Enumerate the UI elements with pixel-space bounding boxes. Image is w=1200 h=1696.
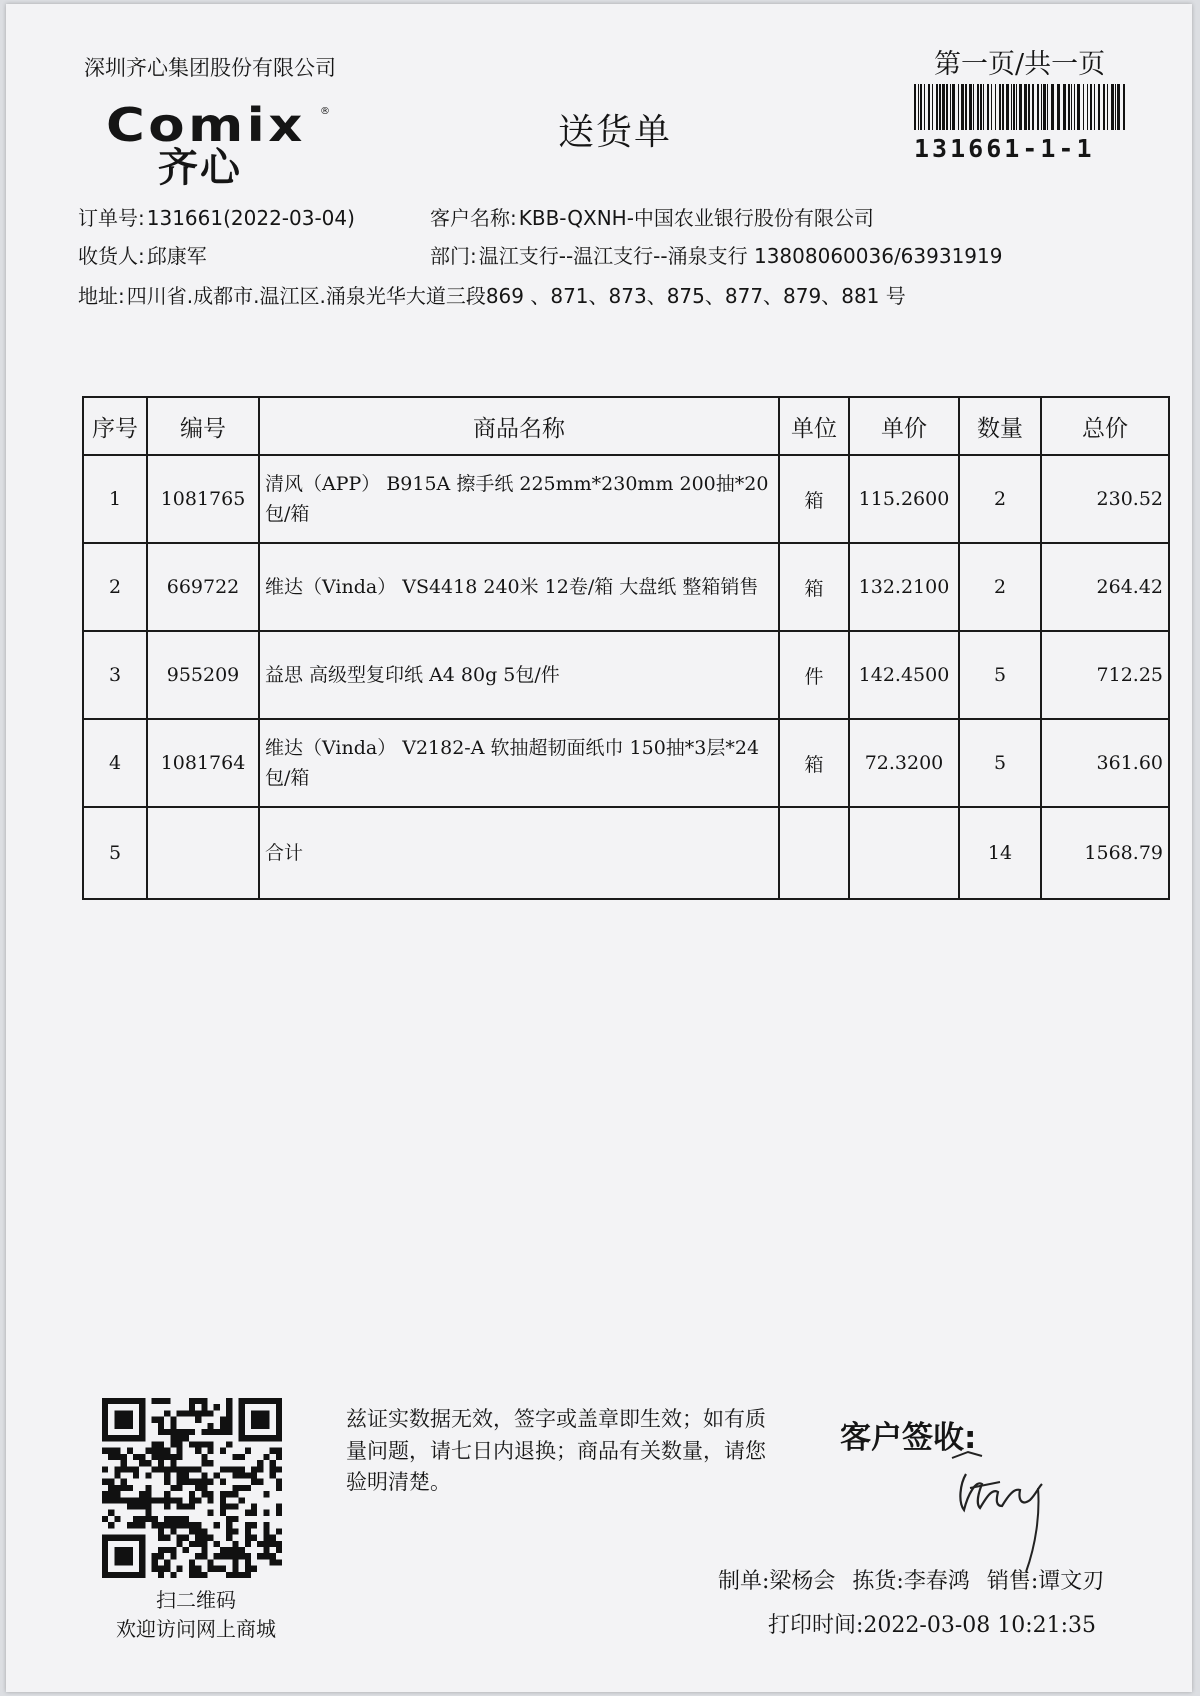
- table-row: [83, 455, 1169, 543]
- cell-total-quantity: 14: [959, 807, 1041, 899]
- customer-field: [430, 202, 874, 231]
- logo-text-cn: 齐心: [158, 145, 242, 191]
- address-label: 地址:: [78, 284, 125, 308]
- table-row: [83, 631, 1169, 719]
- order-number-label: 订单号:: [78, 206, 145, 230]
- table-row: [83, 543, 1169, 631]
- cell-seq: 1: [83, 455, 147, 543]
- cell-unit: [779, 807, 849, 899]
- cell-code: 1081764: [147, 719, 259, 807]
- sales-field: 销售:谭文刃: [986, 1569, 1105, 1594]
- receiver-value: 邱康军: [146, 244, 207, 268]
- address-field: [78, 280, 906, 309]
- staff-line: [718, 1564, 1114, 1595]
- notice-text: 兹证实数据无效，签字或盖章即生效；如有质量问题，请七日内退换；商品有关数量，请您验明清楚。: [346, 1407, 766, 1494]
- qr-caption: [76, 1586, 316, 1644]
- page-indicator: 第一页/共一页: [934, 49, 1106, 80]
- maker-field: 制单:梁杨会: [718, 1569, 836, 1594]
- delivery-note-paper: [6, 4, 1192, 1692]
- comix-logo: [106, 98, 330, 192]
- cell-grand-total: 1568.79: [1041, 807, 1169, 899]
- header-seq: 序号: [83, 397, 147, 455]
- cell-product-name: 清风（APP） B915A 擦手纸 225mm*230mm 200抽*20包/箱: [259, 455, 779, 543]
- receiver-label: 收货人:: [78, 244, 145, 268]
- qr-caption-line1: 扫二维码: [156, 1588, 236, 1612]
- cell-unit-price: 132.2100: [849, 543, 959, 631]
- cell-total: 230.52: [1041, 455, 1169, 543]
- address-value: 四川省.成都市.温江区.涌泉光华大道三段869 、871、873、875、877、879、881 号: [126, 284, 906, 308]
- order-number-value: 131661(2022-03-04): [146, 206, 355, 230]
- cell-unit: 箱: [779, 543, 849, 631]
- barcode-number: 131661-1-1: [914, 134, 1095, 163]
- department-field: [430, 240, 1002, 269]
- header-unit-price: 单价: [849, 397, 959, 455]
- cell-code: 669722: [147, 543, 259, 631]
- header-unit: 单位: [779, 397, 849, 455]
- cell-quantity: 2: [959, 455, 1041, 543]
- cell-total: 361.60: [1041, 719, 1169, 807]
- cell-product-name: 益思 高级型复印纸 A4 80g 5包/件: [259, 631, 779, 719]
- qr-code-icon[interactable]: [102, 1398, 282, 1578]
- cell-unit: 件: [779, 631, 849, 719]
- cell-quantity: 2: [959, 543, 1041, 631]
- print-time: 打印时间:2022-03-08 10:21:35: [768, 1613, 1097, 1638]
- cell-total: 712.25: [1041, 631, 1169, 719]
- cell-unit-price: 142.4500: [849, 631, 959, 719]
- company-name: 深圳齐心集团股份有限公司: [84, 56, 336, 80]
- cell-unit: 箱: [779, 719, 849, 807]
- barcode-icon: [914, 84, 1129, 130]
- logo-registered-mark: ®: [320, 106, 330, 117]
- cell-summary-label: 合计: [259, 807, 779, 899]
- header-code: 编号: [147, 397, 259, 455]
- handwritten-signature-icon: [946, 1444, 1076, 1574]
- cell-code: 955209: [147, 631, 259, 719]
- cell-unit: 箱: [779, 455, 849, 543]
- order-number-field: [78, 202, 355, 231]
- qr-caption-line2: 欢迎访问网上商城: [116, 1617, 276, 1641]
- logo-text-en: Comix: [106, 98, 306, 152]
- cell-unit-price: 115.2600: [849, 455, 959, 543]
- customer-label: 客户名称:: [430, 206, 517, 230]
- cell-code: [147, 807, 259, 899]
- header-product-name: 商品名称: [259, 397, 779, 455]
- customer-value: KBB-QXNH-中国农业银行股份有限公司: [518, 206, 874, 230]
- picker-field: 拣货:李春鸿: [852, 1569, 970, 1594]
- receiver-field: [78, 240, 207, 269]
- header-quantity: 数量: [959, 397, 1041, 455]
- customer-signature-label: 客户签收:: [840, 1420, 977, 1456]
- department-value: 温江支行--温江支行--涌泉支行 13808060036/63931919: [478, 244, 1003, 268]
- cell-seq: 2: [83, 543, 147, 631]
- cell-seq: 4: [83, 719, 147, 807]
- cell-seq: 5: [83, 807, 147, 899]
- cell-total: 264.42: [1041, 543, 1169, 631]
- header-total: 总价: [1041, 397, 1169, 455]
- department-label: 部门:: [430, 244, 477, 268]
- cell-quantity: 5: [959, 631, 1041, 719]
- items-table: [82, 396, 1170, 900]
- document-title: 送货单: [558, 112, 673, 153]
- cell-unit-price: 72.3200: [849, 719, 959, 807]
- table-summary-row: [83, 807, 1169, 899]
- cell-seq: 3: [83, 631, 147, 719]
- cell-quantity: 5: [959, 719, 1041, 807]
- cell-product-name: 维达（Vinda） VS4418 240米 12卷/箱 大盘纸 整箱销售: [259, 543, 779, 631]
- cell-unit-price: [849, 807, 959, 899]
- cell-product-name: 维达（Vinda） V2182-A 软抽超韧面纸巾 150抽*3层*24包/箱: [259, 719, 779, 807]
- cell-code: 1081765: [147, 455, 259, 543]
- table-row: [83, 719, 1169, 807]
- table-header-row: [83, 397, 1169, 455]
